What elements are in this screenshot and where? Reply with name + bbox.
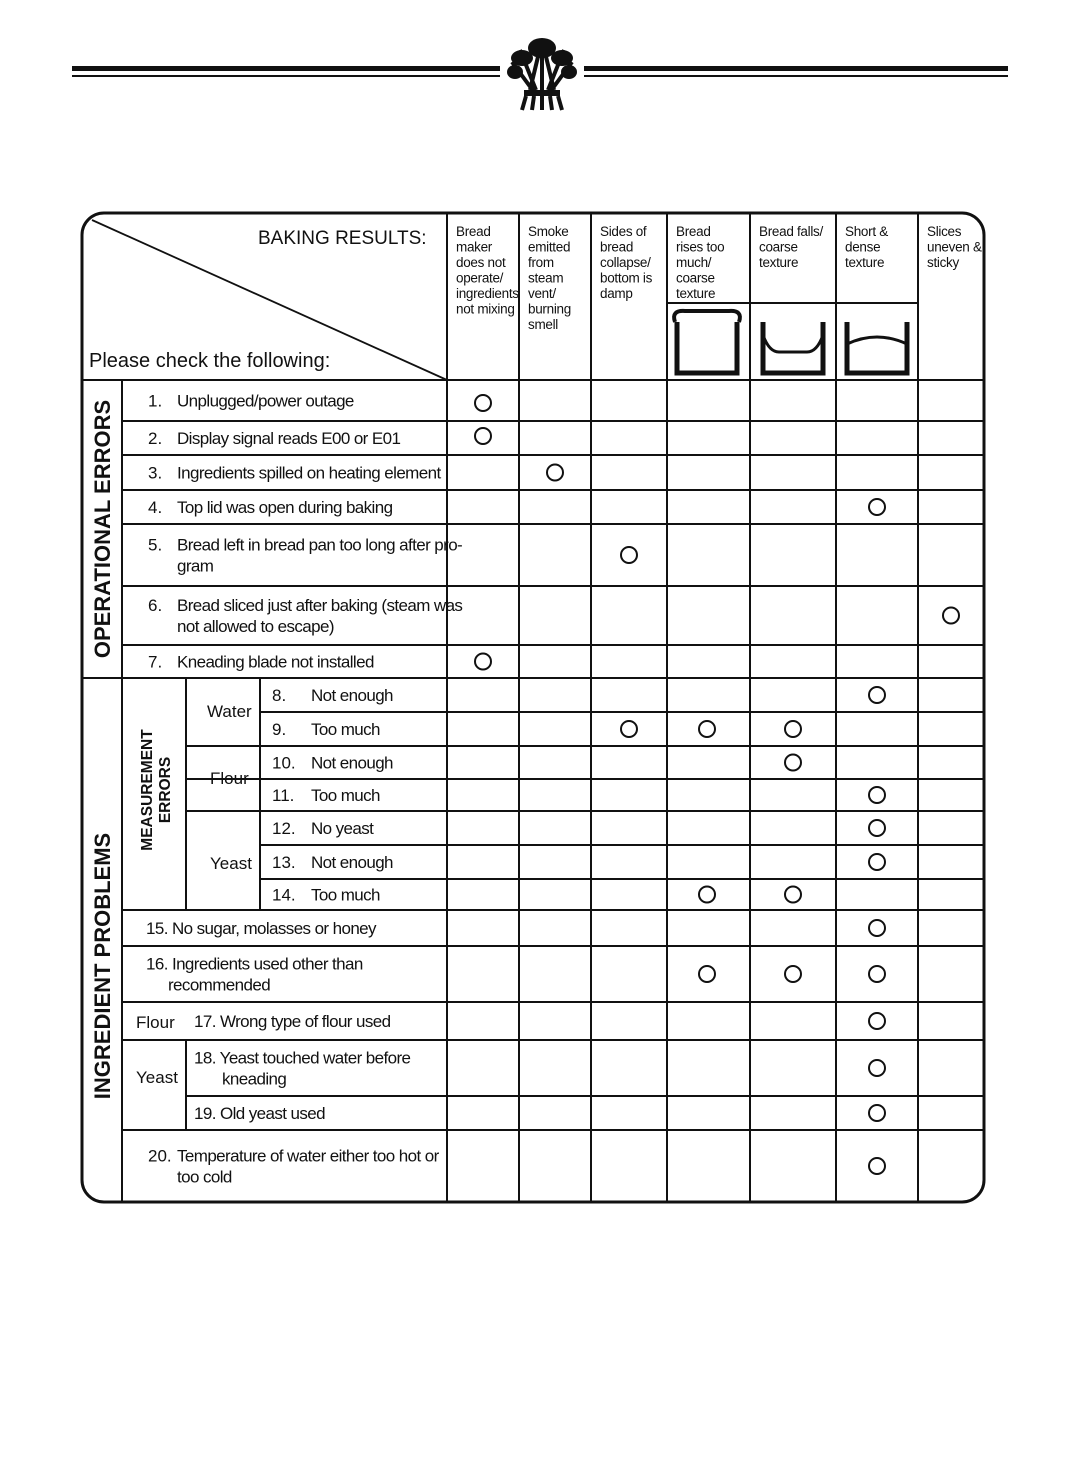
check-mark-circle xyxy=(475,428,491,444)
row-text: not allowed to escape) xyxy=(177,617,334,636)
row-text: kneading xyxy=(222,1069,287,1089)
check-mark-circle xyxy=(943,608,959,624)
check-mark-circle xyxy=(621,721,637,737)
check-mark-circle xyxy=(869,854,885,870)
sub-label-yeast: Yeast xyxy=(210,854,252,873)
row-text: Temperature of water either too hot or xyxy=(177,1146,439,1166)
column-header-line: Slices xyxy=(927,224,962,239)
row-number: 10. xyxy=(272,753,296,773)
row-number: 14. xyxy=(272,885,296,905)
row-text: Bread left in bread pan too long after pro- xyxy=(177,535,463,555)
row-text: Top lid was open during baking xyxy=(177,498,393,517)
row-text: recommended xyxy=(168,975,271,995)
row-number: 5. xyxy=(148,535,163,555)
fallen-loaf-icon xyxy=(763,322,823,373)
column-header-line: uneven & xyxy=(927,239,982,255)
check-mark-circle xyxy=(869,787,885,803)
check-mark-circle xyxy=(869,687,885,703)
row-text: too cold xyxy=(177,1167,232,1187)
check-label: Please check the following: xyxy=(89,350,331,372)
column-header-line: burning xyxy=(528,301,571,317)
column-header-line: maker xyxy=(456,239,493,255)
check-mark-circle xyxy=(785,966,801,982)
row-text: 18. Yeast touched water before xyxy=(194,1048,411,1068)
check-mark-circle xyxy=(869,1013,885,1029)
check-mark-circle xyxy=(699,966,715,982)
column-header-line: texture xyxy=(845,255,885,270)
row-number: 1. xyxy=(148,391,163,411)
row-text: Not enough xyxy=(311,753,393,773)
check-mark-circle xyxy=(785,721,801,737)
column-header-line: rises too xyxy=(676,239,725,255)
row-number: 9. xyxy=(272,720,287,739)
check-mark-circle xyxy=(869,499,885,515)
column-header-line: collapse/ xyxy=(600,255,651,270)
column-header-line: emitted xyxy=(528,239,571,255)
column-header-line: dense xyxy=(845,239,881,255)
row-number: 3. xyxy=(148,463,163,483)
row-text: 15. No sugar, molasses or honey xyxy=(146,919,376,938)
tall-loaf-icon xyxy=(674,311,740,373)
check-mark-circle xyxy=(475,395,491,411)
sub-label-flour: Flour xyxy=(210,769,249,788)
row-number: 13. xyxy=(272,853,296,872)
row-text: 19. Old yeast used xyxy=(194,1104,325,1123)
row-text: 17. Wrong type of flour used xyxy=(194,1012,391,1031)
table-content xyxy=(89,224,982,1187)
row-text: No yeast xyxy=(311,819,374,838)
column-header-line: steam xyxy=(528,270,564,286)
column-header-line: texture xyxy=(676,286,716,301)
row-text: Display signal reads E00 or E01 xyxy=(177,429,401,448)
column-header-line: coarse xyxy=(759,239,798,255)
row-text: Ingredients spilled on heating element xyxy=(177,463,441,483)
short-loaf-icon xyxy=(847,322,907,373)
check-mark-circle xyxy=(547,465,563,481)
row-text: Too much xyxy=(311,720,380,739)
column-header-line: vent/ xyxy=(528,286,556,301)
row-number: 12. xyxy=(272,819,296,838)
row-text: Not enough xyxy=(311,853,393,872)
check-mark-circle xyxy=(869,820,885,836)
row-text: 16. Ingredients used other than xyxy=(146,954,363,974)
baking-results-label: BAKING RESULTS: xyxy=(258,228,427,249)
row-text: Bread sliced just after baking (steam was xyxy=(177,596,463,615)
column-header-line: bottom is xyxy=(600,270,653,286)
check-mark-circle xyxy=(869,1158,885,1174)
column-header-line: texture xyxy=(759,255,799,270)
column-header-line: Smoke xyxy=(528,224,569,239)
row-text: Too much xyxy=(311,885,380,905)
measurement-label: MEASUREMENT xyxy=(139,729,156,851)
column-header-line: damp xyxy=(600,286,633,301)
column-header-line: ingredients xyxy=(456,286,519,301)
row-number: 2. xyxy=(148,429,163,448)
row-number: 4. xyxy=(148,498,163,517)
check-mark-circle xyxy=(475,654,491,670)
sub-label-flour-2: Flour xyxy=(136,1013,175,1032)
check-mark-circle xyxy=(699,887,715,903)
column-header-line: coarse xyxy=(676,270,715,286)
measurement-label: ERRORS xyxy=(157,756,174,824)
sub-label-yeast-2: Yeast xyxy=(136,1068,178,1087)
check-mark-circle xyxy=(869,1060,885,1076)
row-number: 8. xyxy=(272,686,287,705)
row-number: 20. xyxy=(148,1146,172,1166)
column-header-line: from xyxy=(528,255,554,270)
row-text: Too much xyxy=(311,786,380,805)
column-header-line: not mixing xyxy=(456,301,515,317)
row-text: Not enough xyxy=(311,686,393,705)
column-header-line: bread xyxy=(600,239,634,255)
group-label-operational: OPERATIONAL ERRORS xyxy=(90,399,115,659)
check-mark-circle xyxy=(869,1105,885,1121)
check-mark-circle xyxy=(785,755,801,771)
column-header-line: does not xyxy=(456,255,506,270)
group-label-ingredient: INGREDIENT PROBLEMS xyxy=(90,832,115,1100)
check-mark-circle xyxy=(621,547,637,563)
check-mark-circle xyxy=(869,920,885,936)
sub-label-water: Water xyxy=(207,702,252,721)
column-header-line: smell xyxy=(528,317,559,332)
column-header-line: sticky xyxy=(927,255,959,270)
column-header-line: Bread xyxy=(676,224,711,239)
check-mark-circle xyxy=(699,721,715,737)
column-header-line: operate/ xyxy=(456,270,504,286)
column-header-line: Bread falls/ xyxy=(759,224,823,239)
column-header-line: Short & xyxy=(845,224,888,239)
row-number: 11. xyxy=(272,786,295,805)
row-number: 6. xyxy=(148,596,163,615)
column-header-line: much/ xyxy=(676,255,712,270)
row-text: Unplugged/power outage xyxy=(177,391,354,411)
check-mark-circle xyxy=(785,887,801,903)
column-header-line: Sides of xyxy=(600,224,647,239)
check-mark-circle xyxy=(869,966,885,982)
wheat-sheaf-icon xyxy=(500,30,584,116)
row-number: 7. xyxy=(148,652,163,672)
row-text: gram xyxy=(177,556,214,576)
row-text: Kneading blade not installed xyxy=(177,652,374,672)
column-header-line: Bread xyxy=(456,224,491,239)
